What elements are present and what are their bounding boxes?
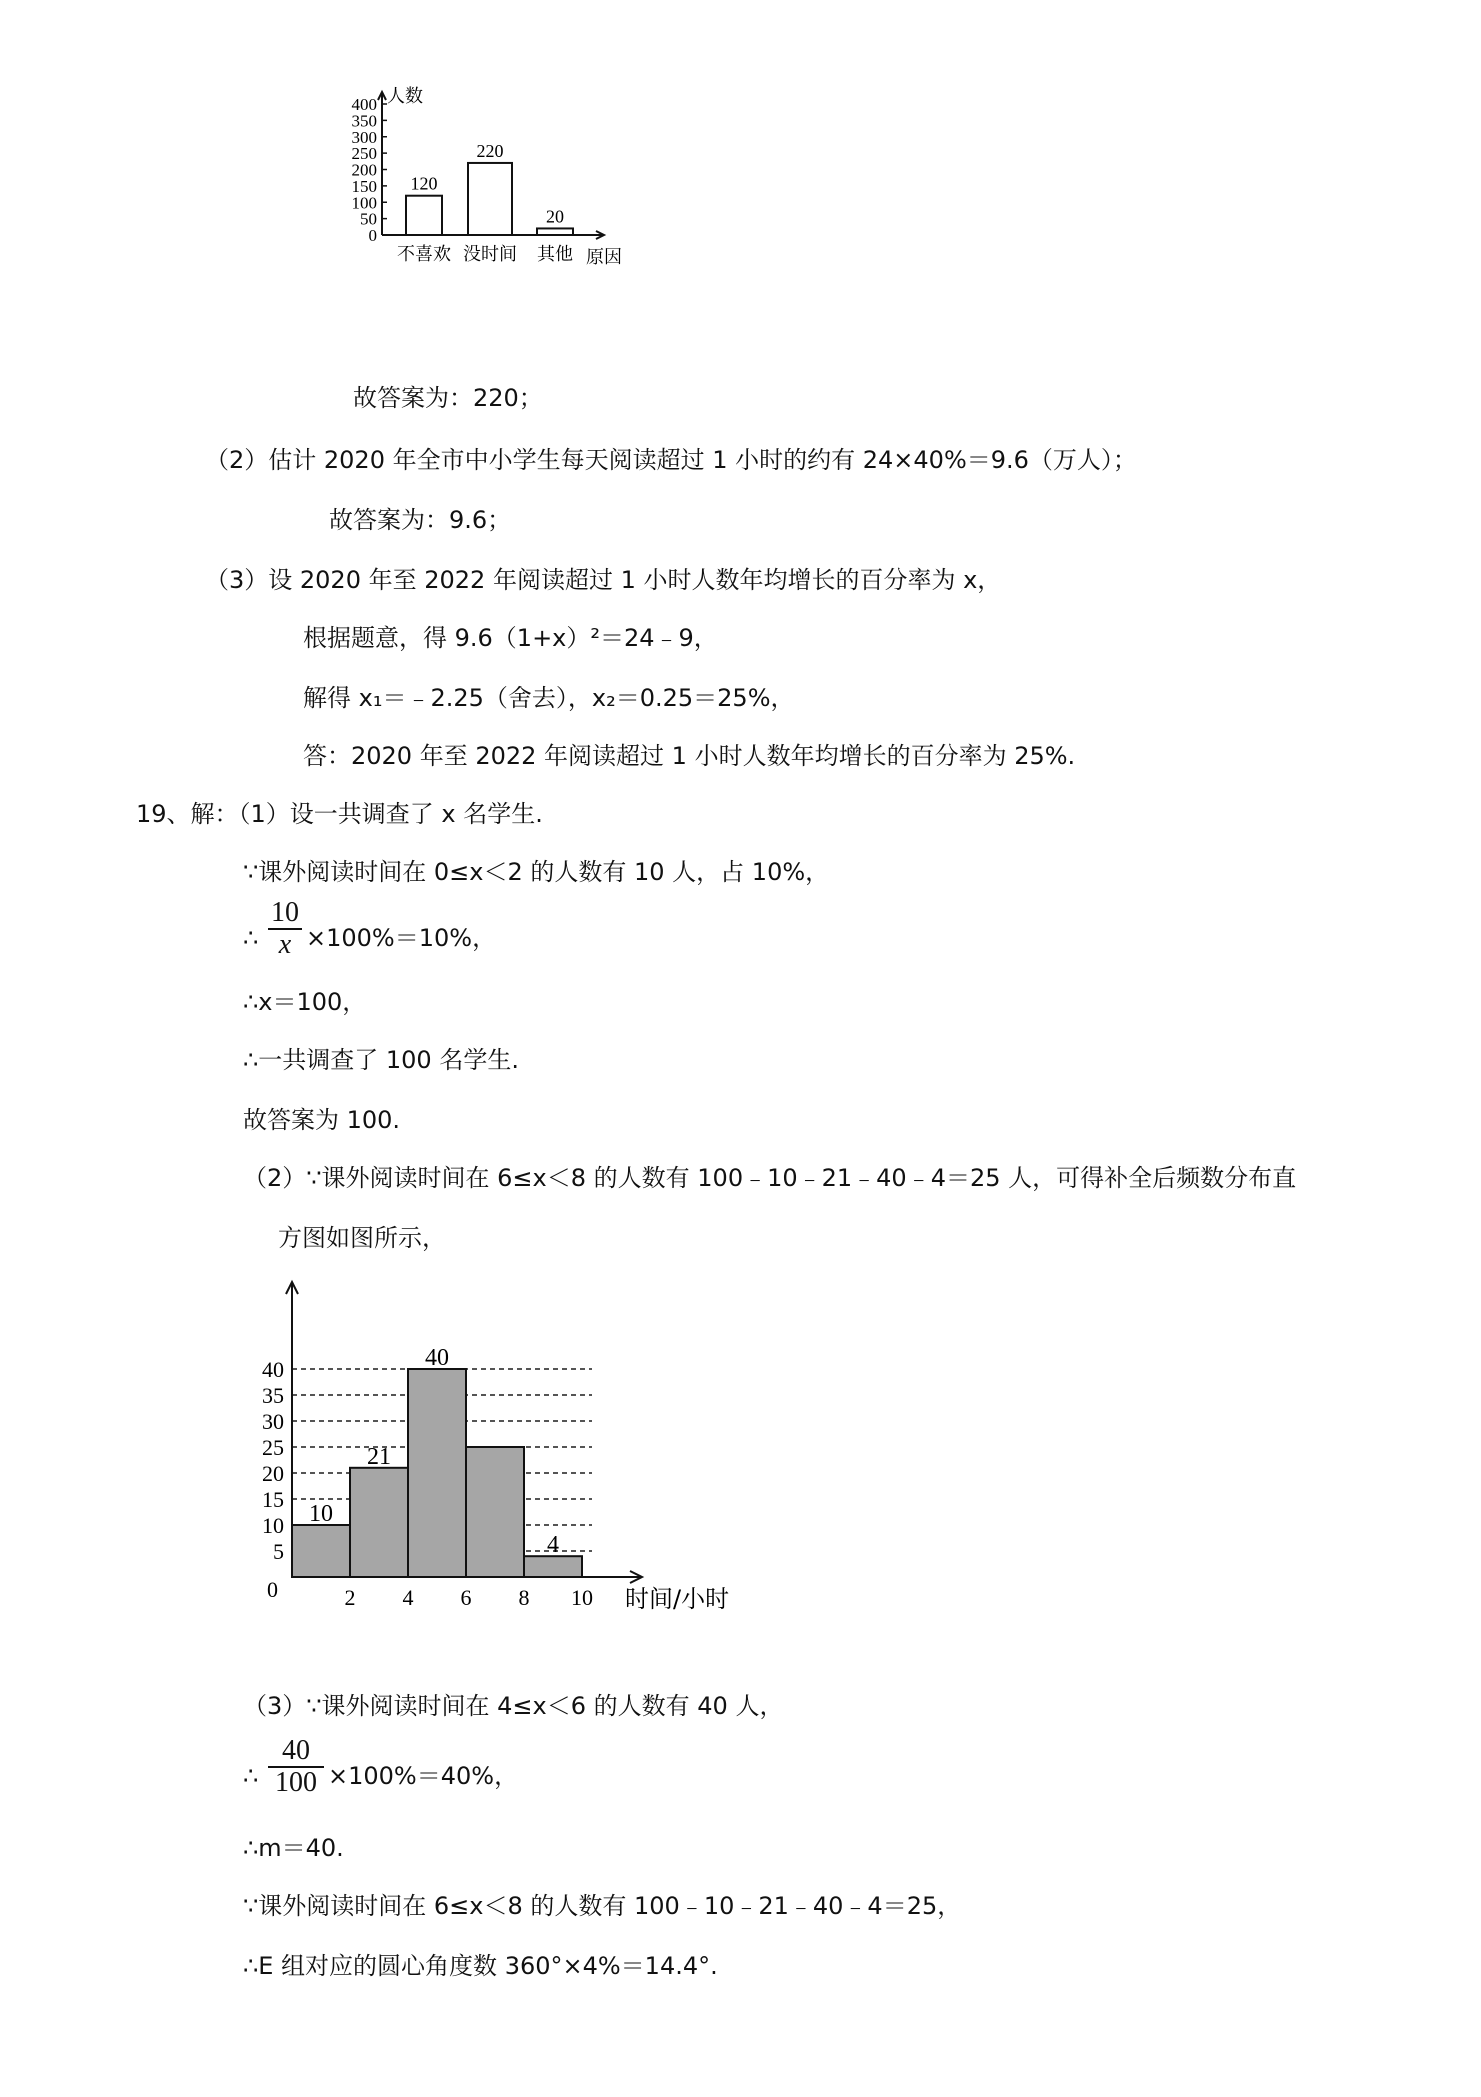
fraction-10-over-x — [268, 898, 302, 960]
y-tick-label: 300 — [351, 127, 377, 147]
answer-9-6: 故答案为：9.6； — [329, 506, 512, 534]
y-tick-label: 250 — [351, 144, 377, 164]
category-label: 其他 — [537, 244, 573, 265]
y-tick-label: 20 — [262, 1461, 284, 1486]
category-label: 没时间 — [463, 244, 517, 265]
answer-100: 故答案为 100. — [243, 1106, 401, 1134]
y-tick-label: 40 — [262, 1357, 284, 1382]
fraction-numerator: 40 — [268, 1736, 324, 1768]
bar — [468, 163, 512, 235]
x-axis-title: 原因 — [586, 247, 622, 268]
q19-part2-line1: （2）∵课外阅读时间在 6≤x＜8 的人数有 100﹣10﹣21﹣40﹣4＝25 人，可得补全后频数分布直 — [243, 1164, 1297, 1192]
surveyed-100: ∴一共调查了 100 名学生. — [243, 1046, 519, 1074]
fraction-1-suffix: ×100%＝10%， — [306, 924, 497, 952]
y-tick-label: 400 — [351, 95, 377, 114]
part3-solution: 解得 x₁＝﹣2.25（舍去），x₂＝0.25＝25%， — [303, 684, 795, 712]
fraction-denominator: x — [278, 929, 292, 960]
bar-value-label: 20 — [546, 206, 564, 227]
fraction-denominator: 100 — [275, 1767, 317, 1798]
q19-part3-line4: ∵课外阅读时间在 6≤x＜8 的人数有 100﹣10﹣21﹣40﹣4＝25， — [243, 1892, 962, 1920]
histogram-bar — [350, 1468, 408, 1577]
y-tick-label: 0 — [368, 226, 377, 245]
histogram-bar — [466, 1447, 524, 1577]
y-tick-label: 25 — [262, 1435, 284, 1460]
q19-part1-setup: 19、解：（1）设一共调查了 x 名学生. — [136, 800, 543, 828]
answer-220: 故答案为：220； — [353, 384, 543, 412]
reason-bar-chart-plot — [352, 86, 623, 268]
y-tick-label: 100 — [351, 193, 377, 213]
q19-part3-angle: ∴E 组对应的圆心角度数 360°×4%＝14.4°. — [243, 1952, 718, 1980]
y-tick-label: 5 — [273, 1539, 284, 1564]
y-tick-label: 30 — [262, 1409, 284, 1434]
x-tick-label: 4 — [402, 1585, 414, 1610]
y-tick-label: 350 — [351, 111, 377, 131]
y-tick-label: 0 — [267, 1577, 278, 1602]
q19-part3-line1: （3）∵课外阅读时间在 4≤x＜6 的人数有 40 人， — [243, 1692, 784, 1720]
fraction-numerator: 10 — [268, 898, 302, 930]
reason-bar-chart — [320, 86, 680, 350]
y-tick-label: 200 — [351, 160, 377, 180]
x-equals-100: ∴x＝100， — [243, 988, 367, 1016]
m-equals-40: ∴m＝40. — [243, 1834, 344, 1862]
bar-value-label: 4 — [547, 1532, 559, 1559]
x-tick-label: 2 — [344, 1585, 356, 1610]
bar — [406, 196, 442, 235]
y-tick-label: 150 — [351, 176, 377, 196]
q19-part2-line2: 方图如图所示， — [278, 1224, 446, 1252]
reading-time-histogram-plot — [262, 1282, 729, 1613]
y-tick-label: 15 — [262, 1487, 284, 1512]
histogram-bar — [408, 1369, 466, 1577]
fraction-2-suffix: ×100%＝40%， — [328, 1762, 519, 1790]
part3-setup: （3）设 2020 年至 2022 年阅读超过 1 小时人数年均增长的百分率为 x， — [205, 566, 1002, 594]
bar-value-label: 21 — [367, 1443, 391, 1470]
y-tick-label: 35 — [262, 1383, 284, 1408]
x-tick-label: 10 — [571, 1585, 593, 1610]
bar-value-label: 10 — [309, 1501, 333, 1527]
bar-value-label: 220 — [476, 140, 504, 161]
fraction-40-over-100 — [268, 1736, 324, 1798]
reading-time-histogram — [240, 1272, 760, 1622]
y-tick-label: 50 — [360, 209, 377, 229]
bar — [537, 228, 573, 235]
y-tick-label: 10 — [262, 1513, 284, 1538]
therefore-symbol-2: ∴ — [243, 1762, 259, 1790]
part3-answer: 答：2020 年至 2022 年阅读超过 1 小时人数年均增长的百分率为 25%. — [303, 742, 1076, 770]
x-axis-title: 时间/小时 — [625, 1585, 730, 1613]
q19-reading-0-2: ∵课外阅读时间在 0≤x＜2 的人数有 10 人，占 10%， — [243, 858, 830, 886]
part2-estimate: （2）估计 2020 年全市中小学生每天阅读超过 1 小时的约有 24×40%＝9.6（万人）； — [205, 446, 1137, 474]
y-axis-title: 人数 — [387, 86, 423, 107]
bar-value-label: 120 — [410, 173, 438, 194]
bar-value-label: 40 — [425, 1345, 449, 1371]
part3-equation: 根据题意，得 9.6（1+x）²＝24﹣9， — [303, 624, 718, 652]
histogram-bar — [524, 1556, 582, 1577]
category-label: 不喜欢 — [397, 244, 451, 265]
x-tick-label: 6 — [460, 1585, 472, 1610]
x-tick-label: 8 — [518, 1585, 530, 1610]
therefore-symbol: ∴ — [243, 924, 259, 952]
histogram-bar — [292, 1525, 350, 1577]
